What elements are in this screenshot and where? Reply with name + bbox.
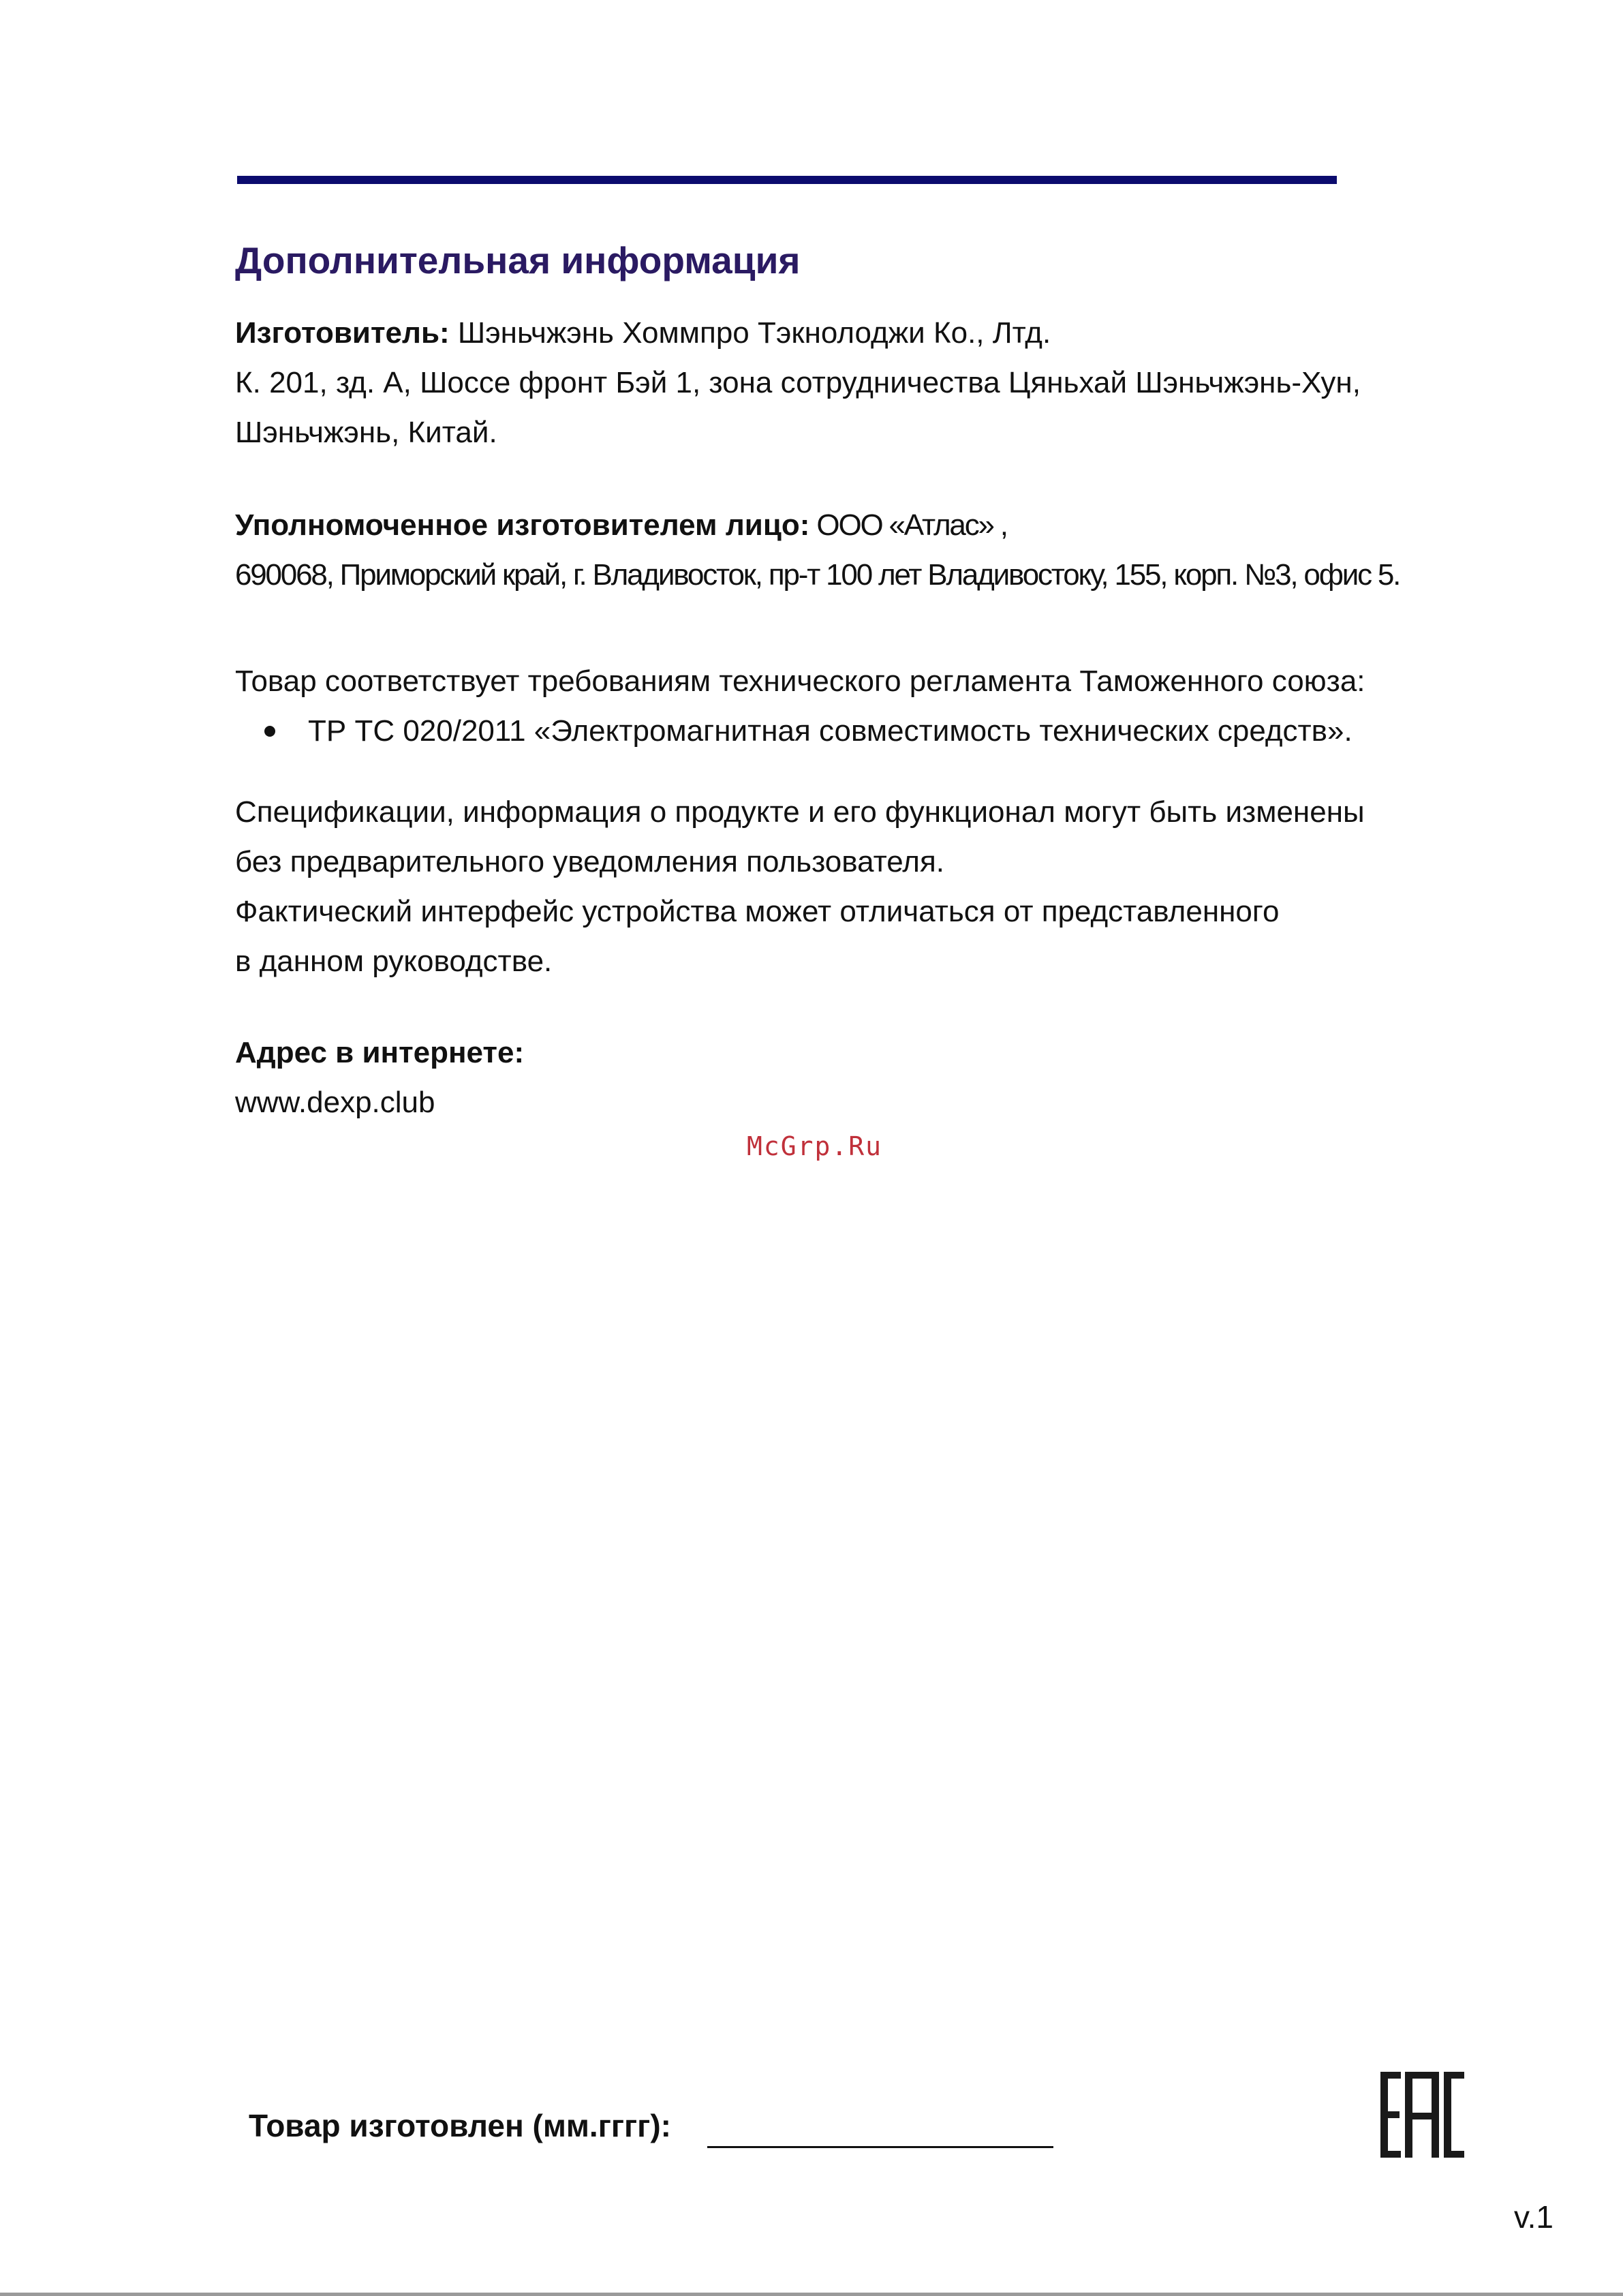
manufacturer-section [235, 308, 1530, 457]
manufacturer-label: Изготовитель: [235, 316, 458, 350]
web-url: www.dexp.club [235, 1086, 435, 1119]
authorized-name: ООО «Атлас» , [809, 508, 1007, 542]
conformity-item-text: ТР ТС 020/2011 «Электромагнитная совместимость технических средств». [308, 714, 1352, 748]
page-bottom-edge [0, 2293, 1623, 2296]
eac-icon [1378, 2070, 1466, 2159]
spec-line-2: без предварительного уведомления пользователя. [235, 845, 945, 878]
manufacture-date-label: Товар изготовлен (мм.гггг): [249, 2108, 671, 2143]
conformity-list-item [235, 706, 1530, 756]
spec-line-4: в данном руководстве. [235, 945, 553, 978]
version-label: v.1 [1514, 2199, 1554, 2235]
specifications-section [235, 787, 1530, 986]
bullet-icon [264, 726, 275, 737]
conformity-section [235, 656, 1530, 756]
web-section [235, 1028, 1530, 1127]
web-label: Адрес в интернете: [235, 1036, 525, 1069]
authorized-label: Уполномоченное изготовителем лицо: [235, 508, 810, 542]
page-title: Дополнительная информация [235, 239, 801, 281]
manufacturer-name: Шэньчжэнь Хоммпро Тэкнолоджи Ко., Лтд. [457, 316, 1051, 350]
manufacture-date-field [707, 2146, 1053, 2148]
manufacturer-address-line-1: К. 201, зд. А, Шоссе фронт Бэй 1, зона сотрудничества Цяньхай Шэньчжэнь-Хун, [235, 366, 1361, 399]
authorized-address: 690068, Приморский край, г. Владивосток, пр-т 100 лет Владивостоку, 155, корп. №3, офис 5. [235, 558, 1400, 592]
watermark: McGrp.Ru [747, 1131, 883, 1161]
conformity-intro: Товар соответствует требованиям технического регламента Таможенного союза: [235, 664, 1365, 698]
spec-line-1: Спецификации, информация о продукте и его функционал могут быть изменены [235, 795, 1365, 829]
authorized-line [235, 500, 1530, 550]
manufacturer-address-line-2: Шэньчжэнь, Китай. [235, 416, 497, 449]
authorized-representative-section [235, 500, 1530, 600]
spec-line-3: Фактический интерфейс устройства может отличаться от представленного [235, 895, 1280, 928]
top-divider [237, 176, 1337, 184]
manufacturer-line [235, 308, 1530, 358]
